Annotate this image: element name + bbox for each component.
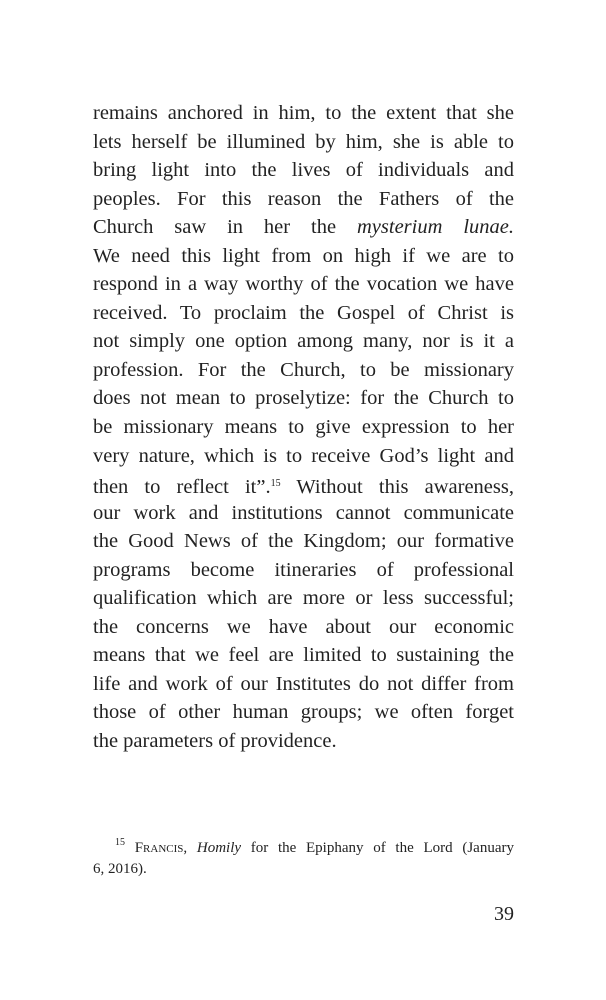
text-segment: Church saw in her the xyxy=(93,216,357,239)
text-line xyxy=(93,413,514,442)
text-segment: lets herself be illumined by him, she is able to xyxy=(93,130,514,153)
text-segment: received. To proclaim the Gospel of Christ is xyxy=(93,301,514,324)
text-segment: profession. For the Church, to be missionary xyxy=(93,358,514,381)
text-segment: does not mean to proselytize: for the Church to xyxy=(93,387,514,410)
text-line xyxy=(93,299,514,328)
text-line xyxy=(93,213,514,242)
text-line xyxy=(93,527,514,556)
text-line xyxy=(93,698,514,727)
text-segment: then to reflect it”. xyxy=(93,476,271,499)
footnote-text: for the Epiphany of the Lord (January xyxy=(241,840,514,856)
text-line xyxy=(93,584,514,613)
text-segment: be missionary means to give expression to her xyxy=(93,416,514,439)
footnote-line xyxy=(93,832,514,859)
text-segment: means that we feel are limited to sustaining the xyxy=(93,644,514,667)
text-line xyxy=(93,470,514,499)
text-segment: mysterium lunae. xyxy=(357,216,514,239)
text-segment: the concerns we have about our economic xyxy=(93,615,514,638)
text-segment: life and work of our Institutes do not differ from xyxy=(93,672,514,695)
text-line xyxy=(93,613,514,642)
text-line xyxy=(93,442,514,471)
footnote-work: Homily xyxy=(196,840,242,856)
text-segment: We need this light from on high if we are to xyxy=(93,244,514,267)
footnote-author: Francis, xyxy=(134,840,188,856)
text-line xyxy=(93,670,514,699)
text-line xyxy=(93,99,514,128)
text-segment: not simply one option among many, nor is it a xyxy=(93,330,514,353)
text-line xyxy=(93,384,514,413)
text-segment: remains anchored in him, to the extent that she xyxy=(93,102,514,124)
text-line xyxy=(93,327,514,356)
text-line xyxy=(93,556,514,585)
text-line xyxy=(93,641,514,670)
text-line xyxy=(93,499,514,528)
page-number: 39 xyxy=(494,903,514,925)
text-segment: the Good News of the Kingdom; our formative xyxy=(93,530,514,553)
text-line xyxy=(93,727,514,756)
text-line xyxy=(93,156,514,185)
text-segment: Without this awareness, xyxy=(280,476,514,499)
text-segment: respond in a way worthy of the vocation we have xyxy=(93,273,514,296)
text-segment: the parameters of providence. xyxy=(93,730,337,753)
footnote-reference: 15 xyxy=(270,478,281,490)
text-segment: qualification which are more or less successful; xyxy=(93,587,514,610)
text-line xyxy=(93,128,514,157)
footnote-number: 15 xyxy=(115,837,125,848)
text-segment: very nature, which is to receive God’s light and xyxy=(93,444,514,467)
body-text xyxy=(93,99,514,756)
text-segment: those of other human groups; we often forget xyxy=(93,701,514,724)
text-line xyxy=(93,242,514,271)
text-segment: bring light into the lives of individuals and xyxy=(93,159,514,182)
footnote-line: 6, 2016). xyxy=(93,861,147,877)
text-line xyxy=(93,185,514,214)
text-line xyxy=(93,356,514,385)
text-segment: peoples. For this reason the Fathers of the xyxy=(93,187,514,210)
text-segment: programs become itineraries of professional xyxy=(93,558,514,581)
footnote xyxy=(93,832,514,880)
text-line xyxy=(93,270,514,299)
text-segment: our work and institutions cannot communicate xyxy=(93,501,514,524)
